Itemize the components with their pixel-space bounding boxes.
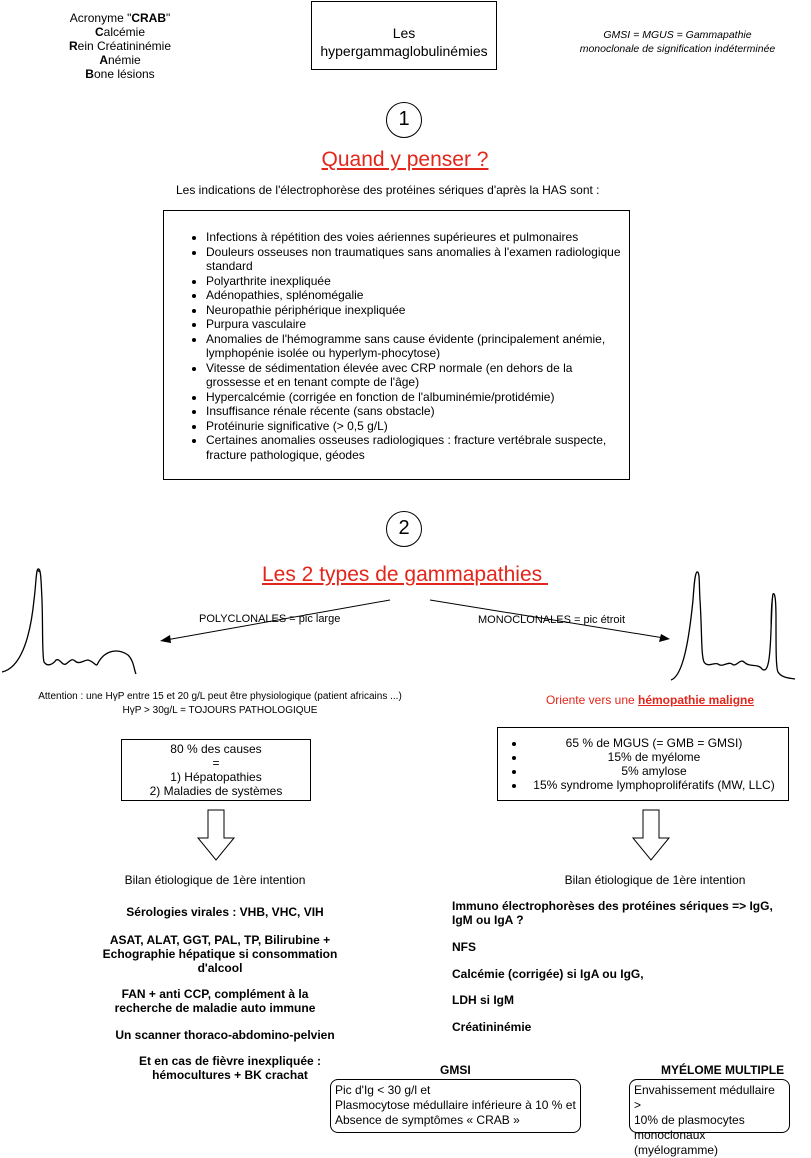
title-line-1: Les bbox=[392, 25, 416, 41]
indication-item: • Adénopathies, splénomégalie bbox=[206, 288, 621, 303]
poly-bilan-item: ASAT, ALAT, GGT, PAL, TP, Bilirubine + Echographie hépatique si consommation d'alcool bbox=[102, 933, 338, 975]
mono-bilan-item: Créatininémie bbox=[452, 1020, 532, 1034]
gmsi-criteria-line: Pic d'Ig < 30 g/l et bbox=[335, 1083, 431, 1097]
down-arrow-poly-icon bbox=[198, 810, 234, 860]
polyclonal-curve-icon bbox=[2, 569, 136, 674]
gmsi-note-line-2: monoclonale de signification indéterminée bbox=[579, 43, 776, 55]
poly-warning bbox=[20, 690, 420, 718]
myelome-criteria-line: Envahissement médullaire > bbox=[634, 1083, 775, 1112]
poly-causes-line: 80 % des causes bbox=[170, 742, 262, 756]
gmsi-title: GMSI bbox=[440, 1063, 471, 1077]
section-2-heading: Les 2 types de gammapathies bbox=[261, 563, 548, 586]
indication-item: • Polyarthrite inexpliquée bbox=[206, 274, 621, 289]
poly-warning-line-1: Attention : une HγP entre 15 et 20 g/L peut être physiologique (patient africains ...) bbox=[38, 691, 402, 702]
mono-orientation: Oriente vers une hémopathie maligne bbox=[545, 693, 755, 707]
indication-item: • Insuffisance rénale récente (sans obstacle) bbox=[206, 404, 621, 419]
section-1-heading: Quand y penser ? bbox=[321, 148, 489, 171]
section-2-number: 2 bbox=[386, 511, 422, 547]
poly-causes-line: 1) Hépatopathies bbox=[170, 770, 262, 784]
mono-cause-item: • 15% de myélome bbox=[526, 750, 782, 764]
mono-causes-list bbox=[506, 736, 782, 792]
poly-label: POLYCLONALES = pic large bbox=[199, 613, 341, 625]
myelome-title: MYÉLOME MULTIPLE bbox=[661, 1063, 785, 1077]
poly-bilan-title: Bilan étiologique de 1ère intention bbox=[124, 873, 306, 887]
mono-cause-item: • 65 % de MGUS (= GMB = GMSI) bbox=[526, 736, 782, 750]
mono-bilan-item: Calcémie (corrigée) si IgA ou IgG, bbox=[452, 967, 644, 981]
poly-bilan-item: Un scanner thoraco-abdomino-pelvien bbox=[115, 1028, 335, 1042]
mono-label: MONOCLONALES = pic étroit bbox=[478, 614, 626, 626]
indication-item: • Vitesse de sédimentation élevée avec CRP normale (en dehors de la grossesse et en tenant compte de l'âge) bbox=[206, 361, 621, 390]
poly-causes-line: 2) Maladies de systèmes bbox=[149, 784, 283, 798]
indication-item: • Certaines anomalies osseuses radiologiques : fracture vertébrale suspecte, fracture pathologique, géodes bbox=[206, 433, 621, 462]
indication-item: • Infections à répétition des voies aériennes supérieures et pulmonaires bbox=[206, 230, 621, 245]
poly-bilan-item: Et en cas de fièvre inexpliquée : hémocultures + BK crachat bbox=[138, 1054, 322, 1082]
crab-line-b: Bone lésions bbox=[85, 67, 155, 81]
gmsi-note-line-1: GMSI = MGUS = Gammapathie bbox=[603, 29, 752, 41]
poly-causes-box bbox=[121, 739, 311, 801]
indication-item: • Douleurs osseuses non traumatiques sans anomalies à l'examen radiologique standard bbox=[206, 245, 621, 274]
indication-item: • Hypercalcémie (corrigée en fonction de l'albuminémie/protidémie) bbox=[206, 390, 621, 405]
myelome-criteria-line: monoclonaux (myélogramme) bbox=[634, 1128, 719, 1157]
indication-item: • Protéinurie significative (˃ 0,5 g/L) bbox=[206, 419, 621, 434]
mono-cause-item: • 15% syndrome lymphoprolifératifs (MW, LLC) bbox=[526, 778, 782, 792]
indication-item: • Anomalies de l'hémogramme sans cause évidente (principalement anémie, lymphopénie isolée ou hyperlym-phocytose) bbox=[206, 332, 621, 361]
gmsi-criteria-box bbox=[330, 1079, 581, 1133]
crab-line-c: Calcémie bbox=[94, 25, 146, 39]
mono-bilan-item: Immuno électrophorèses des protéines sériques => IgG, IgM ou IgA ? bbox=[452, 899, 773, 927]
myelome-criteria-box bbox=[629, 1079, 790, 1157]
crab-intro: Acronyme "CRAB" bbox=[69, 11, 171, 25]
crab-line-a: Anémie bbox=[99, 53, 141, 67]
monoclonal-curve-icon bbox=[671, 572, 795, 680]
section-1-number: 1 bbox=[386, 102, 422, 138]
mono-bilan-title: Bilan étiologique de 1ère intention bbox=[564, 873, 746, 887]
crab-line-r: Rein Créatininémie bbox=[68, 39, 172, 53]
poly-warning-line-2: HγP > 30g/L = TOJOURS PATHOLOGIQUE bbox=[122, 705, 318, 716]
mono-bilan-item: NFS bbox=[452, 940, 476, 954]
poly-bilan-item: FAN + anti CCP, complément à la recherche de maladie auto immune bbox=[114, 987, 316, 1015]
mono-bilan-item: LDH si IgM bbox=[452, 993, 514, 1007]
indication-item: • Purpura vasculaire bbox=[206, 317, 621, 332]
mono-causes-box bbox=[497, 727, 789, 801]
title-line-2: hypergammaglobulinémies bbox=[320, 43, 488, 59]
indication-item: • Neuropathie périphérique inexpliquée bbox=[206, 303, 621, 318]
poly-bilan-item: Sérologies virales : VHB, VHC, VIH bbox=[126, 905, 324, 919]
poly-causes-line: = bbox=[212, 756, 220, 770]
mono-cause-item: • 5% amylose bbox=[526, 764, 782, 778]
section-1-intro: Les indications de l'électrophorèse des protéines sériques d'après la HAS sont : bbox=[176, 183, 600, 197]
myelome-criteria-line: 10% de plasmocytes bbox=[634, 1113, 745, 1127]
down-arrow-mono-icon bbox=[633, 810, 669, 860]
gmsi-criteria-line: Absence de symptômes « CRAB » bbox=[335, 1113, 520, 1127]
gmsi-criteria-line: Plasmocytose médullaire inférieure à 10 % et bbox=[335, 1098, 576, 1112]
